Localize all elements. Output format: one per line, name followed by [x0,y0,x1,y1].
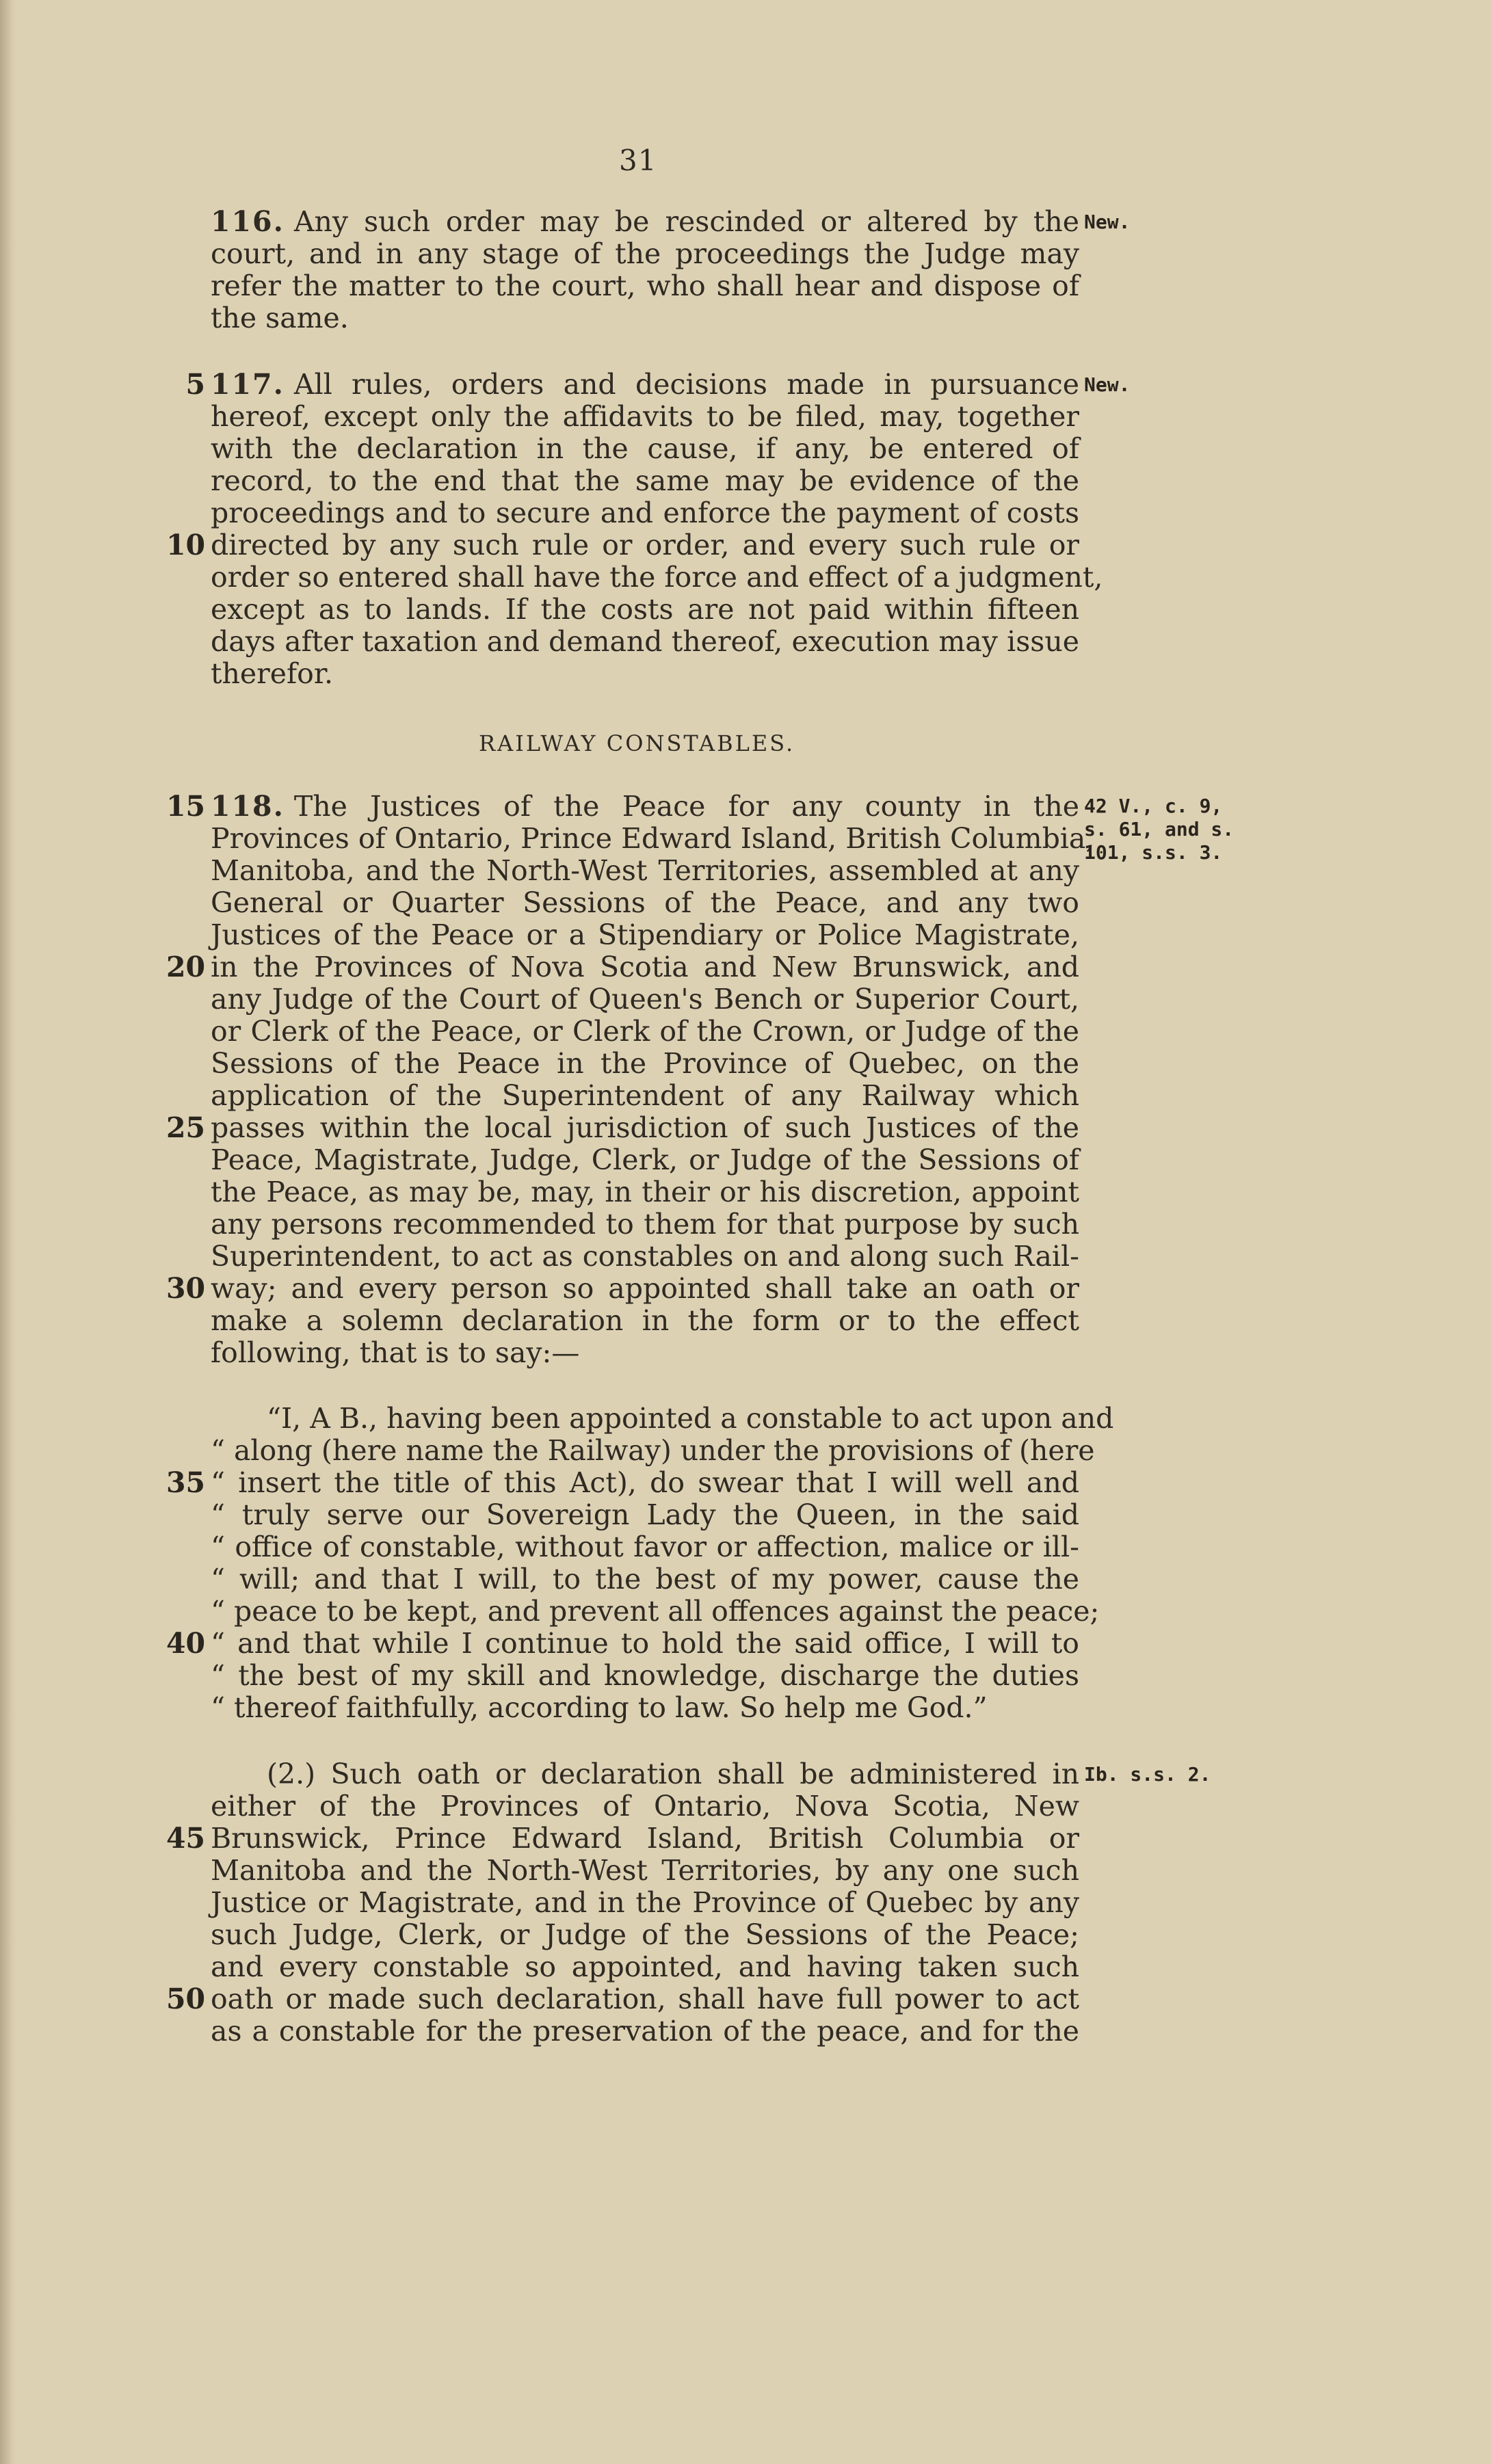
text-line: Sessions of the Peace in the Province of Quebec, on the [211,1047,1079,1080]
text-line: 117. All rules, orders and decisions made in pursuance [211,368,1079,401]
section-number: 117. [211,368,285,401]
line-number: 15 [166,790,205,823]
text-line: Justice or Magistrate, and in the Province of Quebec by any [211,1886,1079,1919]
text-line: Justices of the Peace or a Stipendiary or Police Magistrate, [211,918,1079,951]
text-line: therefor. [211,657,333,690]
text-line: Manitoba, and the North-West Territories, assembled at any [211,854,1079,887]
oath-line: “I, A B., having been appointed a constable to act upon and [267,1402,1114,1435]
section-heading: RAILWAY CONSTABLES. [479,730,795,756]
oath-line: “ insert the title of this Act), do swear that I will well and [211,1466,1079,1499]
text-line: passes within the local jurisdiction of such Justices of the [211,1111,1079,1144]
line-number: 45 [166,1822,205,1855]
line-number: 20 [166,951,205,983]
text-line: except as to lands. If the costs are not paid within fifteen [211,593,1079,626]
oath-line: “ and that while I continue to hold the said office, I will to [211,1627,1079,1660]
text-line: (2.) Such oath or declaration shall be administered in [267,1758,1079,1790]
text-line: 116. Any such order may be rescinded or altered by the [211,205,1079,238]
text-line: Provinces of Ontario, Prince Edward Island, British Columbia, [211,822,1095,855]
line-number: 35 [166,1466,205,1499]
page-number: 31 [619,144,657,177]
text-line: application of the Superintendent of any Railway which [211,1079,1079,1112]
oath-line: “ will; and that I will, to the best of my power, cause the [211,1563,1079,1595]
line-number: 10 [166,529,205,561]
section-number: 116. [211,205,285,238]
text-line: directed by any such rule or order, and every such rule or [211,529,1079,561]
oath-line: “ along (here name the Railway) under the provisions of (here [211,1434,1095,1467]
line-number: 25 [166,1111,205,1144]
text-line: days after taxation and demand thereof, execution may issue [211,625,1079,658]
text-line: oath or made such declaration, shall have full power to act [211,1983,1079,2015]
margin-note: New. [1084,211,1131,233]
section-number: 118. [211,790,285,823]
text-line: any persons recommended to them for that purpose by such [211,1208,1079,1241]
page-binding-edge [0,0,16,2464]
line-number: 50 [166,1983,205,2015]
text-line: the Peace, as may be, may, in their or his discretion, appoint [211,1176,1079,1208]
text-line: way; and every person so appointed shall take an oath or [211,1272,1079,1305]
text-line: any Judge of the Court of Queen's Bench or Superior Court, [211,983,1079,1016]
oath-line: “ thereof faithfully, according to law. So help me God.” [211,1691,988,1724]
text-line: either of the Provinces of Ontario, Nova Scotia, New [211,1790,1079,1823]
text-line: refer the matter to the court, who shall hear and dispose of [211,269,1079,302]
text-line: Manitoba and the North-West Territories, by any one such [211,1854,1079,1887]
oath-line: “ the best of my skill and knowledge, discharge the duties [211,1659,1079,1692]
line-number: 40 [166,1627,205,1660]
text-line: following, that is to say:— [211,1336,580,1369]
text-line: court, and in any stage of the proceedings the Judge may [211,237,1079,270]
text-line: record, to the end that the same may be evidence of the [211,464,1079,497]
text-line: 118. The Justices of the Peace for any county in the [211,790,1079,823]
margin-note: Ib. s.s. 2. [1084,1763,1211,1786]
text-line: make a solemn declaration in the form or to the effect [211,1304,1079,1337]
text-line: or Clerk of the Peace, or Clerk of the Crown, or Judge of the [211,1015,1079,1048]
text-line: and every constable so appointed, and having taken such [211,1950,1079,1983]
text-line: order so entered shall have the force and effect of a judgment, [211,561,1103,594]
text-line: hereof, except only the affidavits to be filed, may, together [211,400,1079,433]
text-line: such Judge, Clerk, or Judge of the Sessions of the Peace; [211,1918,1079,1951]
text-line: the same. [211,302,349,334]
text-line: with the declaration in the cause, if any, be entered of [211,432,1079,465]
oath-line: “ truly serve our Sovereign Lady the Queen, in the said [211,1498,1079,1531]
text-line: Superintendent, to act as constables on and along such Rail- [211,1240,1079,1273]
text-line: as a constable for the preservation of the peace, and for the [211,2015,1079,2048]
text-line: proceedings and to secure and enforce the payment of costs [211,496,1079,529]
line-number: 5 [185,368,205,401]
text-line: General or Quarter Sessions of the Peace, and any two [211,886,1079,919]
line-number: 30 [166,1272,205,1305]
margin-note: 42 V., c. 9, s. 61, and s. 101, s.s. 3. [1084,795,1235,864]
margin-note: New. [1084,373,1131,396]
oath-line: “ office of constable, without favor or affection, malice or ill- [211,1531,1079,1563]
text-line: Brunswick, Prince Edward Island, British Columbia or [211,1822,1079,1855]
oath-line: “ peace to be kept, and prevent all offences against the peace; [211,1595,1100,1628]
text-line: Peace, Magistrate, Judge, Clerk, or Judge of the Sessions of [211,1143,1079,1176]
text-line: in the Provinces of Nova Scotia and New Brunswick, and [211,951,1079,983]
